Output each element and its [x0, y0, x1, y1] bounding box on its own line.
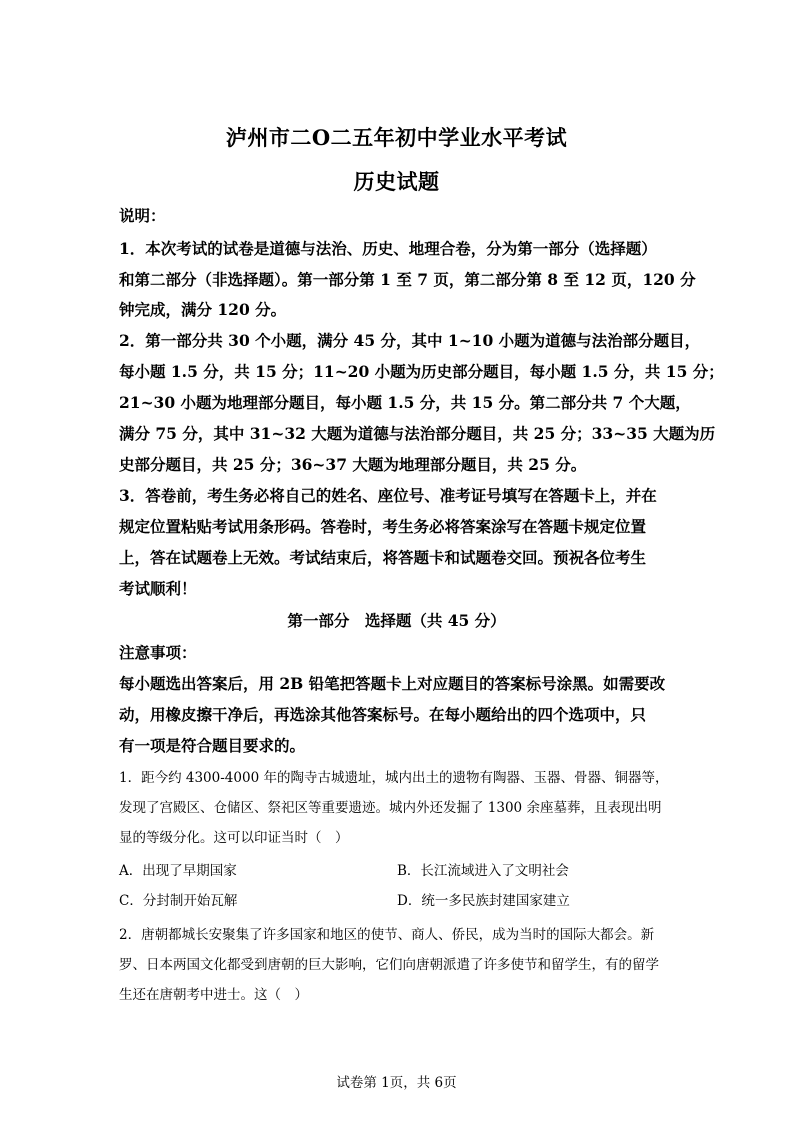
- instruction-line: 规定位置粘贴考试用条形码。答卷时，考生务必将答案涂写在答题卡规定位置: [119, 517, 647, 536]
- question-2-stem: 2．唐朝都城长安聚集了许多国家和地区的使节、商人、侨民，成为当时的国际大都会。新: [119, 927, 655, 943]
- instruction-line: 3．答卷前，考生务必将自己的姓名、座位号、准考证号填写在答题卡上，并在: [119, 486, 657, 505]
- instruction-line: 每小题 1.5 分，共 15 分；11~20 小题为历史部分题目，每小题 1.5 分，共 15 分；: [119, 362, 724, 381]
- instruction-line: 和第二部分（非选择题）。第一部分第 1 至 7 页，第二部分第 8 至 12 页，120 分: [119, 270, 696, 289]
- instruction-line: 满分 75 分，其中 31~32 大题为道德与法治部分题目，共 25 分；33~35 大题为历: [119, 424, 716, 443]
- instructions-heading: 说明：: [119, 206, 166, 225]
- instruction-line: 钟完成，满分 120 分。: [119, 300, 287, 319]
- question-1-stem: 显的等级分化。这可以印证当时（ ）: [119, 830, 349, 846]
- instruction-line: 21~30 小题为地理部分题目，每小题 1.5 分，共 15 分。第二部分共 7 个大题，: [119, 393, 691, 412]
- instruction-line: 上，答在试题卷上无效。考试结束后，将答题卡和试题卷交回。预祝各位考生: [119, 548, 647, 567]
- question-1-option-b[interactable]: B．长江流域进入了文明社会: [397, 863, 569, 879]
- question-2-stem: 罗、日本两国文化都受到唐朝的巨大影响，它们向唐朝派遣了许多使节和留学生，有的留学: [119, 957, 659, 973]
- notice-line: 有一项是符合题目要求的。: [119, 736, 306, 755]
- question-1-stem: 发现了宫殿区、仓储区、祭祀区等重要遗迹。城内外还发掘了 1300 余座墓葬，且表现出明: [119, 800, 662, 816]
- question-2-stem: 生还在唐朝考中进士。这（ ）: [119, 987, 308, 1003]
- instruction-line: 1．本次考试的试卷是道德与法治、历史、地理合卷，分为第一部分（选择题）: [119, 239, 657, 258]
- section-heading: 第一部分 选择题（共 45 分）: [287, 611, 506, 630]
- question-1-stem: 1．距今约 4300-4000 年的陶寺古城遗址，城内出土的遗物有陶器、玉器、骨器、铜器等，: [119, 770, 669, 786]
- question-1-option-d[interactable]: D．统一多民族封建国家建立: [397, 893, 570, 909]
- exam-title: 泸州市二O二五年初中学业水平考试: [225, 125, 568, 150]
- instruction-line: 考试顺利！: [119, 579, 197, 598]
- page-footer: 试卷第 1页，共 6页: [336, 1075, 457, 1091]
- notice-heading: 注意事项：: [119, 643, 197, 662]
- question-1-option-c[interactable]: C．分封制开始瓦解: [119, 893, 238, 909]
- instruction-line: 2．第一部分共 30 个小题，满分 45 分，其中 1~10 小题为道德与法治部分题目，: [119, 331, 701, 350]
- notice-line: 每小题选出答案后，用 2B 铅笔把答题卡上对应题目的答案标号涂黑。如需要改: [119, 674, 666, 693]
- question-1-option-a[interactable]: A．出现了早期国家: [119, 863, 237, 879]
- exam-subtitle: 历史试题: [353, 169, 440, 194]
- notice-line: 动，用橡皮擦干净后，再选涂其他答案标号。在每小题给出的四个选项中，只: [119, 705, 647, 724]
- instruction-line: 史部分题目，共 25 分；36~37 大题为地理部分题目，共 25 分。: [119, 455, 587, 474]
